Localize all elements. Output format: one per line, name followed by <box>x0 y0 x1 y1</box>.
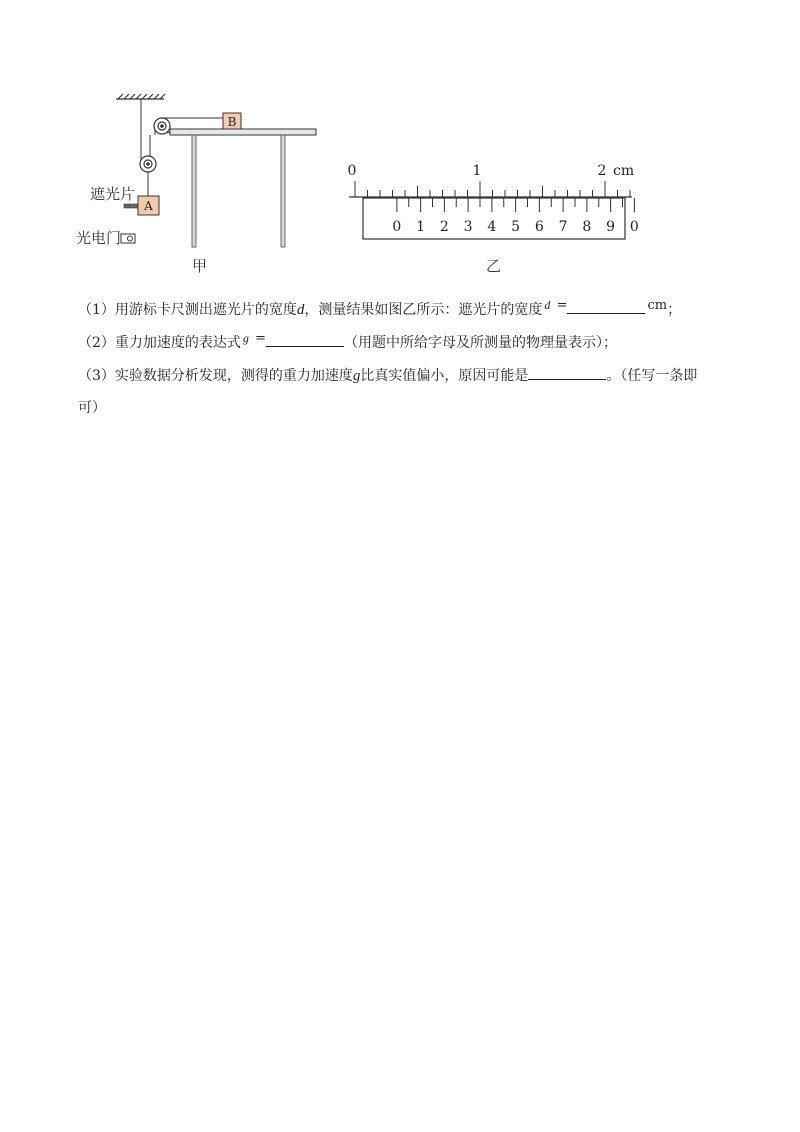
block-b <box>223 113 241 129</box>
question-1 <box>78 294 718 327</box>
question-3 <box>78 360 718 424</box>
label-photogate: 光电门 <box>76 229 122 247</box>
question-1-text-a: 用游标卡尺测出遮光片的宽度 <box>114 302 297 318</box>
vernier-label: 7 <box>558 219 568 235</box>
question-2-text-a: 重力加速度的表达式 <box>114 335 241 351</box>
question-3-text-b: 比真实值偏小，原因可能是 <box>360 368 529 384</box>
vernier-label: 3 <box>463 219 473 235</box>
main-scale-label: 1 <box>472 163 482 179</box>
caption-jia: 甲 <box>192 257 208 275</box>
question-3-text-a: 实验数据分析发现，测得的重力加速度 <box>114 368 353 384</box>
question-list <box>78 294 718 424</box>
vernier-label: 0 <box>392 219 402 235</box>
question-1-eq: = <box>552 298 568 313</box>
question-3-number: （3） <box>78 368 115 384</box>
vernier-scale <box>363 198 639 239</box>
vernier-figure <box>348 163 639 275</box>
question-1-var-d: d <box>296 302 305 318</box>
question-2-number: （2） <box>78 335 115 351</box>
answer-blank-3[interactable] <box>528 365 606 380</box>
vernier-label: 6 <box>534 219 544 235</box>
vernier-label: 9 <box>606 219 616 235</box>
vernier-label: 8 <box>582 219 592 235</box>
vernier-label: 0 <box>629 219 639 235</box>
question-1-unit: cm <box>647 298 668 313</box>
answer-blank-1[interactable] <box>567 299 645 314</box>
question-2-text-b: （用题中所给字母及所测量的物理量表示）； <box>343 335 617 351</box>
question-1-end: ； <box>667 302 682 318</box>
vernier-label: 2 <box>439 219 449 235</box>
main-scale-label: 2 <box>597 163 607 179</box>
question-1-text-b: ，测量结果如图乙所示：遮光片的宽度 <box>304 302 543 318</box>
main-scale <box>348 163 635 197</box>
vernier-label: 4 <box>487 219 497 235</box>
label-shade-plate: 遮光片 <box>90 185 136 203</box>
main-scale-unit: cm <box>613 163 635 179</box>
vernier-label: 1 <box>416 219 426 235</box>
fixed-pulley <box>154 118 170 134</box>
vernier-label: 5 <box>511 219 521 235</box>
photogate <box>121 234 135 243</box>
question-3-var-g: g <box>352 368 361 384</box>
figures-area <box>0 0 800 290</box>
question-1-number: （1） <box>78 302 115 318</box>
block-a-label: A <box>144 199 153 213</box>
caption-yi: 乙 <box>486 257 502 275</box>
question-2-var-g: g <box>242 331 249 345</box>
moving-pulley <box>140 156 156 172</box>
question-2 <box>78 327 718 360</box>
ceiling <box>116 94 165 99</box>
strings <box>141 99 226 196</box>
table <box>170 129 316 247</box>
apparatus-figure <box>76 94 316 275</box>
block-b-label: B <box>227 115 237 129</box>
question-2-eq: = <box>250 331 266 346</box>
main-scale-label: 0 <box>347 163 357 179</box>
answer-blank-2[interactable] <box>266 332 344 347</box>
question-1-var-d-eq: d <box>544 298 551 312</box>
question-3-text-c: 。（任写一条即可） <box>78 368 698 416</box>
